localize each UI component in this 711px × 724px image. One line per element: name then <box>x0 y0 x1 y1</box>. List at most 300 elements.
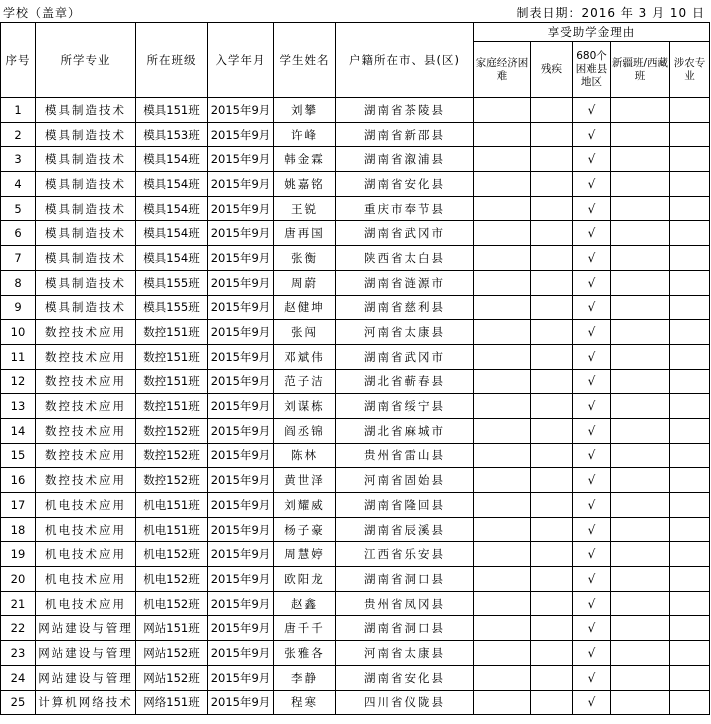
cell-seq: 1 <box>1 98 36 123</box>
cell-reason-4 <box>670 172 710 197</box>
cell-reason-1 <box>531 567 573 592</box>
header-reason-poverty: 家庭经济困难 <box>474 42 531 98</box>
cell-enroll: 2015年9月 <box>208 98 274 123</box>
header-reason-agriculture: 涉农专业 <box>670 42 710 98</box>
cell-seq: 20 <box>1 567 36 592</box>
cell-reason-1 <box>531 196 573 221</box>
cell-seq: 17 <box>1 493 36 518</box>
check-mark: √ <box>573 320 611 345</box>
cell-reason-1 <box>531 147 573 172</box>
cell-seq: 21 <box>1 591 36 616</box>
cell-reason-0 <box>474 196 531 221</box>
cell-reason-0 <box>474 616 531 641</box>
cell-seq: 18 <box>1 517 36 542</box>
check-mark: √ <box>573 641 611 666</box>
cell-major: 模具制造技术 <box>36 122 136 147</box>
cell-enroll: 2015年9月 <box>208 493 274 518</box>
cell-reason-4 <box>670 616 710 641</box>
cell-hometown: 重庆市奉节县 <box>336 196 474 221</box>
check-mark: √ <box>573 369 611 394</box>
cell-hometown: 河南省太康县 <box>336 641 474 666</box>
cell-class: 机电151班 <box>136 517 208 542</box>
cell-hometown: 贵州省雷山县 <box>336 443 474 468</box>
cell-class: 数控152班 <box>136 468 208 493</box>
check-mark: √ <box>573 690 611 715</box>
cell-reason-1 <box>531 394 573 419</box>
cell-reason-0 <box>474 172 531 197</box>
grant-student-table <box>0 22 710 715</box>
table-row <box>1 320 710 345</box>
cell-seq: 12 <box>1 369 36 394</box>
cell-class: 机电151班 <box>136 493 208 518</box>
cell-class: 模具154班 <box>136 246 208 271</box>
cell-reason-0 <box>474 468 531 493</box>
cell-seq: 2 <box>1 122 36 147</box>
cell-class: 模具154班 <box>136 221 208 246</box>
cell-class: 数控151班 <box>136 394 208 419</box>
cell-student-name: 许峰 <box>274 122 336 147</box>
cell-reason-4 <box>670 567 710 592</box>
check-mark: √ <box>573 172 611 197</box>
cell-reason-0 <box>474 221 531 246</box>
cell-reason-0 <box>474 591 531 616</box>
cell-class: 网站151班 <box>136 616 208 641</box>
cell-class: 网站152班 <box>136 641 208 666</box>
cell-reason-4 <box>670 468 710 493</box>
cell-hometown: 湖南省新邵县 <box>336 122 474 147</box>
cell-hometown: 湖南省涟源市 <box>336 270 474 295</box>
check-mark: √ <box>573 246 611 271</box>
cell-seq: 11 <box>1 344 36 369</box>
table-row <box>1 443 710 468</box>
cell-reason-1 <box>531 344 573 369</box>
cell-enroll: 2015年9月 <box>208 122 274 147</box>
cell-major: 网站建设与管理 <box>36 616 136 641</box>
cell-reason-3 <box>611 221 670 246</box>
cell-reason-3 <box>611 246 670 271</box>
cell-enroll: 2015年9月 <box>208 542 274 567</box>
cell-student-name: 赵鑫 <box>274 591 336 616</box>
cell-enroll: 2015年9月 <box>208 616 274 641</box>
check-mark: √ <box>573 270 611 295</box>
cell-reason-1 <box>531 542 573 567</box>
cell-reason-3 <box>611 641 670 666</box>
cell-seq: 4 <box>1 172 36 197</box>
cell-student-name: 王锐 <box>274 196 336 221</box>
cell-student-name: 张衡 <box>274 246 336 271</box>
cell-major: 机电技术应用 <box>36 591 136 616</box>
cell-enroll: 2015年9月 <box>208 295 274 320</box>
cell-student-name: 张雅各 <box>274 641 336 666</box>
cell-major: 模具制造技术 <box>36 98 136 123</box>
cell-student-name: 唐千千 <box>274 616 336 641</box>
header-hometown: 户籍所在市、县(区) <box>336 23 474 98</box>
cell-student-name: 邓斌伟 <box>274 344 336 369</box>
cell-reason-4 <box>670 270 710 295</box>
cell-student-name: 赵健坤 <box>274 295 336 320</box>
cell-major: 数控技术应用 <box>36 394 136 419</box>
cell-major: 网站建设与管理 <box>36 641 136 666</box>
table-row <box>1 418 710 443</box>
cell-seq: 23 <box>1 641 36 666</box>
cell-reason-1 <box>531 493 573 518</box>
check-mark: √ <box>573 295 611 320</box>
cell-reason-0 <box>474 665 531 690</box>
cell-hometown: 湖南省茶陵县 <box>336 98 474 123</box>
cell-student-name: 欧阳龙 <box>274 567 336 592</box>
cell-major: 模具制造技术 <box>36 196 136 221</box>
cell-class: 网络151班 <box>136 690 208 715</box>
cell-reason-0 <box>474 344 531 369</box>
cell-class: 模具153班 <box>136 122 208 147</box>
cell-enroll: 2015年9月 <box>208 172 274 197</box>
cell-major: 模具制造技术 <box>36 270 136 295</box>
cell-reason-0 <box>474 542 531 567</box>
cell-reason-4 <box>670 542 710 567</box>
table-row <box>1 567 710 592</box>
cell-class: 网站152班 <box>136 665 208 690</box>
cell-reason-4 <box>670 246 710 271</box>
cell-major: 模具制造技术 <box>36 147 136 172</box>
cell-student-name: 李静 <box>274 665 336 690</box>
cell-reason-4 <box>670 665 710 690</box>
cell-enroll: 2015年9月 <box>208 246 274 271</box>
cell-reason-1 <box>531 98 573 123</box>
cell-enroll: 2015年9月 <box>208 591 274 616</box>
cell-reason-4 <box>670 344 710 369</box>
cell-reason-3 <box>611 369 670 394</box>
table-row <box>1 493 710 518</box>
table-date-label: 制表日期：2016 年 3 月 10 日 <box>516 6 705 20</box>
cell-student-name: 韩金霖 <box>274 147 336 172</box>
cell-enroll: 2015年9月 <box>208 665 274 690</box>
cell-reason-0 <box>474 641 531 666</box>
cell-reason-0 <box>474 320 531 345</box>
cell-reason-3 <box>611 665 670 690</box>
cell-reason-0 <box>474 567 531 592</box>
cell-reason-3 <box>611 344 670 369</box>
table-row <box>1 665 710 690</box>
cell-reason-1 <box>531 320 573 345</box>
cell-major: 模具制造技术 <box>36 246 136 271</box>
table-row <box>1 295 710 320</box>
cell-reason-0 <box>474 98 531 123</box>
cell-student-name: 黄世泽 <box>274 468 336 493</box>
cell-enroll: 2015年9月 <box>208 468 274 493</box>
check-mark: √ <box>573 196 611 221</box>
cell-reason-0 <box>474 246 531 271</box>
cell-enroll: 2015年9月 <box>208 641 274 666</box>
cell-reason-0 <box>474 147 531 172</box>
cell-reason-1 <box>531 221 573 246</box>
cell-seq: 19 <box>1 542 36 567</box>
check-mark: √ <box>573 344 611 369</box>
cell-reason-4 <box>670 517 710 542</box>
check-mark: √ <box>573 98 611 123</box>
check-mark: √ <box>573 122 611 147</box>
cell-hometown: 河南省固始县 <box>336 468 474 493</box>
cell-class: 机电152班 <box>136 542 208 567</box>
cell-enroll: 2015年9月 <box>208 418 274 443</box>
cell-reason-0 <box>474 418 531 443</box>
cell-reason-4 <box>670 641 710 666</box>
check-mark: √ <box>573 493 611 518</box>
cell-student-name: 杨子豪 <box>274 517 336 542</box>
table-row <box>1 542 710 567</box>
cell-student-name: 刘耀威 <box>274 493 336 518</box>
cell-hometown: 陕西省太白县 <box>336 246 474 271</box>
cell-reason-3 <box>611 616 670 641</box>
school-seal-label: 学校（盖章） <box>3 6 82 20</box>
cell-class: 模具155班 <box>136 295 208 320</box>
cell-seq: 24 <box>1 665 36 690</box>
table-row <box>1 147 710 172</box>
cell-hometown: 湖南省隆回县 <box>336 493 474 518</box>
cell-reason-4 <box>670 493 710 518</box>
header-name: 学生姓名 <box>274 23 336 98</box>
cell-reason-0 <box>474 295 531 320</box>
cell-reason-1 <box>531 122 573 147</box>
table-row <box>1 394 710 419</box>
cell-hometown: 河南省太康县 <box>336 320 474 345</box>
cell-class: 模具154班 <box>136 172 208 197</box>
cell-seq: 3 <box>1 147 36 172</box>
cell-enroll: 2015年9月 <box>208 394 274 419</box>
cell-major: 网站建设与管理 <box>36 665 136 690</box>
cell-class: 数控151班 <box>136 320 208 345</box>
cell-seq: 5 <box>1 196 36 221</box>
cell-reason-0 <box>474 369 531 394</box>
cell-reason-4 <box>670 394 710 419</box>
cell-enroll: 2015年9月 <box>208 443 274 468</box>
cell-enroll: 2015年9月 <box>208 369 274 394</box>
cell-student-name: 陈林 <box>274 443 336 468</box>
cell-seq: 9 <box>1 295 36 320</box>
cell-hometown: 贵州省凤冈县 <box>336 591 474 616</box>
cell-reason-4 <box>670 443 710 468</box>
cell-reason-1 <box>531 172 573 197</box>
cell-hometown: 湖北省麻城市 <box>336 418 474 443</box>
cell-seq: 6 <box>1 221 36 246</box>
check-mark: √ <box>573 542 611 567</box>
table-row <box>1 468 710 493</box>
cell-major: 机电技术应用 <box>36 493 136 518</box>
table-row <box>1 270 710 295</box>
cell-major: 数控技术应用 <box>36 320 136 345</box>
table-body <box>1 98 710 715</box>
header-reason-poor-county: 680个困难县地区 <box>573 42 611 98</box>
cell-reason-3 <box>611 270 670 295</box>
cell-student-name: 阎丞锦 <box>274 418 336 443</box>
check-mark: √ <box>573 468 611 493</box>
cell-hometown: 湖南省武冈市 <box>336 221 474 246</box>
cell-reason-1 <box>531 443 573 468</box>
cell-seq: 10 <box>1 320 36 345</box>
table-row <box>1 172 710 197</box>
cell-reason-3 <box>611 690 670 715</box>
check-mark: √ <box>573 221 611 246</box>
cell-enroll: 2015年9月 <box>208 221 274 246</box>
table-row <box>1 246 710 271</box>
header-major: 所学专业 <box>36 23 136 98</box>
cell-reason-3 <box>611 542 670 567</box>
cell-reason-4 <box>670 122 710 147</box>
table-row <box>1 344 710 369</box>
cell-major: 数控技术应用 <box>36 443 136 468</box>
table-row <box>1 122 710 147</box>
cell-class: 数控151班 <box>136 344 208 369</box>
check-mark: √ <box>573 443 611 468</box>
cell-hometown: 四川省仪陇县 <box>336 690 474 715</box>
cell-hometown: 湖南省武冈市 <box>336 344 474 369</box>
cell-seq: 15 <box>1 443 36 468</box>
cell-seq: 13 <box>1 394 36 419</box>
cell-reason-4 <box>670 221 710 246</box>
cell-reason-3 <box>611 591 670 616</box>
cell-hometown: 湖南省溆浦县 <box>336 147 474 172</box>
cell-major: 计算机网络技术 <box>36 690 136 715</box>
cell-reason-1 <box>531 641 573 666</box>
cell-reason-3 <box>611 394 670 419</box>
cell-reason-3 <box>611 493 670 518</box>
cell-reason-1 <box>531 690 573 715</box>
cell-reason-3 <box>611 196 670 221</box>
table-row <box>1 98 710 123</box>
cell-hometown: 湖南省洞口县 <box>336 616 474 641</box>
cell-enroll: 2015年9月 <box>208 344 274 369</box>
cell-reason-1 <box>531 270 573 295</box>
cell-class: 模具154班 <box>136 196 208 221</box>
cell-hometown: 湖南省绥宁县 <box>336 394 474 419</box>
check-mark: √ <box>573 616 611 641</box>
cell-major: 模具制造技术 <box>36 295 136 320</box>
table-row <box>1 591 710 616</box>
cell-major: 模具制造技术 <box>36 172 136 197</box>
cell-reason-1 <box>531 369 573 394</box>
check-mark: √ <box>573 394 611 419</box>
cell-reason-0 <box>474 690 531 715</box>
cell-reason-3 <box>611 418 670 443</box>
cell-student-name: 程寒 <box>274 690 336 715</box>
cell-reason-1 <box>531 246 573 271</box>
cell-reason-4 <box>670 320 710 345</box>
cell-student-name: 刘谋栋 <box>274 394 336 419</box>
header-enroll: 入学年月 <box>208 23 274 98</box>
cell-reason-0 <box>474 394 531 419</box>
cell-major: 机电技术应用 <box>36 542 136 567</box>
cell-hometown: 湖南省安化县 <box>336 172 474 197</box>
cell-reason-4 <box>670 418 710 443</box>
cell-reason-0 <box>474 122 531 147</box>
cell-class: 机电152班 <box>136 591 208 616</box>
cell-reason-3 <box>611 567 670 592</box>
cell-reason-4 <box>670 196 710 221</box>
check-mark: √ <box>573 147 611 172</box>
cell-hometown: 湖南省慈利县 <box>336 295 474 320</box>
cell-reason-3 <box>611 295 670 320</box>
cell-enroll: 2015年9月 <box>208 270 274 295</box>
cell-reason-4 <box>670 690 710 715</box>
cell-hometown: 江西省乐安县 <box>336 542 474 567</box>
cell-class: 模具154班 <box>136 147 208 172</box>
cell-seq: 14 <box>1 418 36 443</box>
cell-student-name: 唐再国 <box>274 221 336 246</box>
cell-reason-3 <box>611 443 670 468</box>
cell-student-name: 刘攀 <box>274 98 336 123</box>
cell-seq: 16 <box>1 468 36 493</box>
check-mark: √ <box>573 418 611 443</box>
check-mark: √ <box>573 665 611 690</box>
cell-reason-3 <box>611 98 670 123</box>
cell-major: 数控技术应用 <box>36 468 136 493</box>
cell-student-name: 周蔚 <box>274 270 336 295</box>
cell-seq: 8 <box>1 270 36 295</box>
cell-class: 数控151班 <box>136 369 208 394</box>
cell-hometown: 湖北省蕲春县 <box>336 369 474 394</box>
header-reason-disability: 残疾 <box>531 42 573 98</box>
cell-class: 机电152班 <box>136 567 208 592</box>
cell-reason-1 <box>531 468 573 493</box>
sheet-header <box>0 0 711 22</box>
cell-seq: 7 <box>1 246 36 271</box>
cell-reason-3 <box>611 468 670 493</box>
cell-enroll: 2015年9月 <box>208 196 274 221</box>
cell-enroll: 2015年9月 <box>208 147 274 172</box>
cell-major: 数控技术应用 <box>36 369 136 394</box>
cell-reason-3 <box>611 320 670 345</box>
cell-reason-3 <box>611 147 670 172</box>
cell-reason-1 <box>531 295 573 320</box>
cell-major: 机电技术应用 <box>36 517 136 542</box>
cell-hometown: 湖南省安化县 <box>336 665 474 690</box>
cell-class: 模具151班 <box>136 98 208 123</box>
check-mark: √ <box>573 517 611 542</box>
cell-reason-4 <box>670 295 710 320</box>
table-row <box>1 641 710 666</box>
cell-enroll: 2015年9月 <box>208 690 274 715</box>
cell-major: 模具制造技术 <box>36 221 136 246</box>
cell-reason-3 <box>611 172 670 197</box>
table-row <box>1 517 710 542</box>
cell-enroll: 2015年9月 <box>208 567 274 592</box>
cell-class: 数控152班 <box>136 443 208 468</box>
check-mark: √ <box>573 591 611 616</box>
cell-reason-0 <box>474 493 531 518</box>
cell-hometown: 湖南省辰溪县 <box>336 517 474 542</box>
cell-major: 机电技术应用 <box>36 567 136 592</box>
cell-enroll: 2015年9月 <box>208 517 274 542</box>
cell-student-name: 范子洁 <box>274 369 336 394</box>
table-row <box>1 196 710 221</box>
table-row <box>1 369 710 394</box>
cell-major: 数控技术应用 <box>36 344 136 369</box>
cell-seq: 25 <box>1 690 36 715</box>
cell-reason-0 <box>474 270 531 295</box>
cell-reason-1 <box>531 591 573 616</box>
cell-major: 数控技术应用 <box>36 418 136 443</box>
cell-reason-1 <box>531 517 573 542</box>
cell-reason-3 <box>611 122 670 147</box>
cell-reason-4 <box>670 591 710 616</box>
header-reason-group: 享受助学金理由 <box>474 23 710 42</box>
header-seq: 序号 <box>1 23 36 98</box>
cell-student-name: 张闯 <box>274 320 336 345</box>
table-row <box>1 221 710 246</box>
cell-reason-1 <box>531 616 573 641</box>
cell-enroll: 2015年9月 <box>208 320 274 345</box>
cell-seq: 22 <box>1 616 36 641</box>
table-row <box>1 690 710 715</box>
